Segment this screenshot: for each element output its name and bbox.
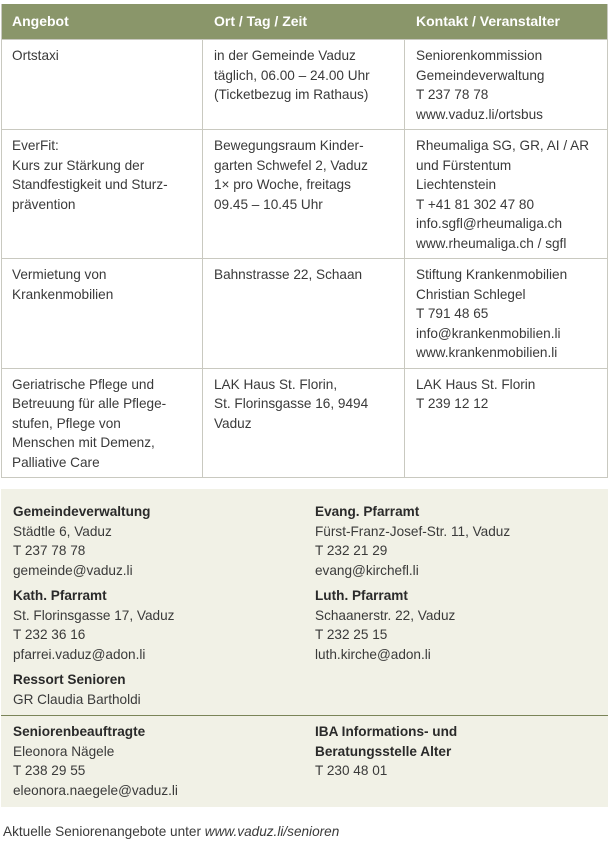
contact-title: Luth. Pfarramt	[315, 588, 408, 603]
text-line: stufen, Pflege von	[12, 415, 121, 431]
text-line: LAK Haus St. Florin,	[214, 376, 338, 392]
website-link[interactable]: www.vaduz.li/ortsbus	[416, 106, 543, 122]
contact-seniorenbeauftragte	[13, 722, 178, 800]
text-line: Vermietung von	[12, 267, 107, 282]
footer-url-link[interactable]: www.vaduz.li/senioren	[204, 824, 340, 839]
text-line: Krankenmobilien	[12, 286, 114, 302]
contact-title: Gemeindeverwaltung	[13, 504, 151, 519]
phone-number: T 791 48 65	[416, 306, 489, 321]
text-line: Bahnstrasse 22, Schaan	[214, 267, 363, 282]
text-line: Rheumaliga SG, GR, AI / AR	[416, 138, 590, 153]
text-line: garten Schwefel 2, Vaduz	[214, 157, 368, 173]
address: Schaanerstr. 22, Vaduz	[315, 607, 456, 623]
cell-kontakt	[405, 130, 607, 258]
contact-kath-pfarramt	[13, 586, 174, 664]
contact-luth-pfarramt	[315, 586, 455, 664]
text-line: Betreuung für alle Pflege-	[12, 396, 167, 411]
text-line: LAK Haus St. Florin	[416, 376, 536, 392]
cell-ort	[203, 369, 405, 478]
phone-number: T 238 29 55	[13, 763, 86, 778]
contact-title: Ressort Senioren	[13, 672, 126, 687]
text-line: 09.45 – 10.45 Uhr	[214, 196, 323, 212]
text-line: täglich, 06.00 – 24.00 Uhr	[214, 67, 370, 83]
text-line: (Ticketbezug im Rathaus)	[214, 87, 369, 102]
text-line: Liechtenstein	[416, 177, 497, 192]
email-link[interactable]: info@krankenmobilien.li	[416, 325, 561, 341]
cell-ort	[203, 259, 405, 368]
contact-title: Seniorenbeauftragte	[13, 724, 146, 739]
contact-gemeindeverwaltung	[13, 502, 150, 580]
contact-person: GR Claudia Bartholdi	[13, 691, 141, 707]
table-row	[2, 39, 607, 129]
contact-title: IBA Informations- und	[315, 724, 458, 739]
footer-text: Aktuelle Seniorenangebote unter	[3, 824, 205, 839]
header-kontakt: Kontakt / Veranstalter	[416, 12, 560, 29]
contact-evang-pfarramt	[315, 502, 510, 580]
email-link[interactable]: luth.kirche@adon.li	[315, 646, 431, 662]
text-line: prävention	[12, 196, 76, 212]
table-header	[2, 4, 607, 39]
cell-angebot	[2, 259, 203, 368]
text-line: in der Gemeinde Vaduz	[214, 48, 356, 63]
senior-offers-table	[1, 4, 608, 478]
cell-angebot	[2, 130, 203, 258]
text-line: Standfestigkeit und Sturz-	[12, 177, 168, 192]
text-line: und Fürstentum	[416, 157, 512, 173]
text-line: Gemeindeverwaltung	[416, 67, 545, 83]
email-link[interactable]: gemeinde@vaduz.li	[13, 562, 133, 578]
text-line: Bewegungsraum Kinder-	[214, 138, 364, 153]
cell-ort	[203, 40, 405, 129]
contact-title: Kath. Pfarramt	[13, 588, 107, 603]
footer-note	[3, 822, 339, 842]
table-row	[2, 258, 607, 368]
contact-person: Eleonora Nägele	[13, 743, 115, 759]
phone-number: T 230 48 01	[315, 763, 388, 778]
text-line: Menschen mit Demenz,	[12, 435, 155, 450]
text-line: Geriatrische Pflege und	[12, 376, 155, 392]
phone-number: T 237 78 78	[13, 543, 86, 558]
phone-number: T +41 81 302 47 80	[416, 196, 535, 212]
text-line: Vaduz	[214, 415, 252, 431]
text-line: Kurs zur Stärkung der	[12, 157, 145, 173]
cell-kontakt	[405, 40, 607, 129]
text-line: Christian Schlegel	[416, 286, 526, 302]
text-line: Ortstaxi	[12, 48, 59, 63]
contact-box	[1, 489, 608, 807]
phone-number: T 232 36 16	[13, 627, 86, 642]
text-line: Stiftung Krankenmobilien	[416, 267, 568, 282]
text-line: Seniorenkommission	[416, 48, 543, 63]
phone-number: T 239 12 12	[416, 396, 489, 411]
contact-iba	[315, 722, 457, 781]
email-link[interactable]: evang@kirchefl.li	[315, 562, 419, 578]
phone-number: T 237 78 78	[416, 87, 489, 102]
cell-kontakt	[405, 369, 607, 478]
cell-angebot	[2, 40, 203, 129]
header-angebot: Angebot	[12, 12, 69, 29]
text-line: St. Florinsgasse 16, 9494	[214, 396, 369, 411]
address: St. Florinsgasse 17, Vaduz	[13, 607, 175, 623]
website-link[interactable]: www.krankenmobilien.li	[416, 345, 558, 360]
text-line: 1× pro Woche, freitags	[214, 177, 351, 192]
cell-ort	[203, 130, 405, 258]
phone-number: T 232 25 15	[315, 627, 388, 642]
address: Fürst-Franz-Josef-Str. 11, Vaduz	[315, 523, 511, 539]
section-divider	[1, 715, 608, 716]
contact-title: Beratungsstelle Alter	[315, 743, 452, 759]
address: Städtle 6, Vaduz	[13, 523, 112, 539]
email-link[interactable]: eleonora.naegele@vaduz.li	[13, 782, 178, 798]
cell-angebot	[2, 369, 203, 478]
text-line: EverFit:	[12, 138, 59, 153]
contact-title: Evang. Pfarramt	[315, 504, 420, 519]
email-link[interactable]: info.sgfl@rheumaliga.ch	[416, 216, 563, 231]
contact-ressort-senioren	[13, 670, 141, 709]
table-row	[2, 368, 607, 478]
email-link[interactable]: pfarrei.vaduz@adon.li	[13, 646, 146, 662]
text-line: Palliative Care	[12, 454, 100, 470]
cell-kontakt	[405, 259, 607, 368]
website-link[interactable]: www.rheumaliga.ch / sgfl	[416, 235, 567, 251]
phone-number: T 232 21 29	[315, 543, 388, 558]
header-ort-tag-zeit: Ort / Tag / Zeit	[214, 12, 308, 29]
table-row	[2, 129, 607, 258]
